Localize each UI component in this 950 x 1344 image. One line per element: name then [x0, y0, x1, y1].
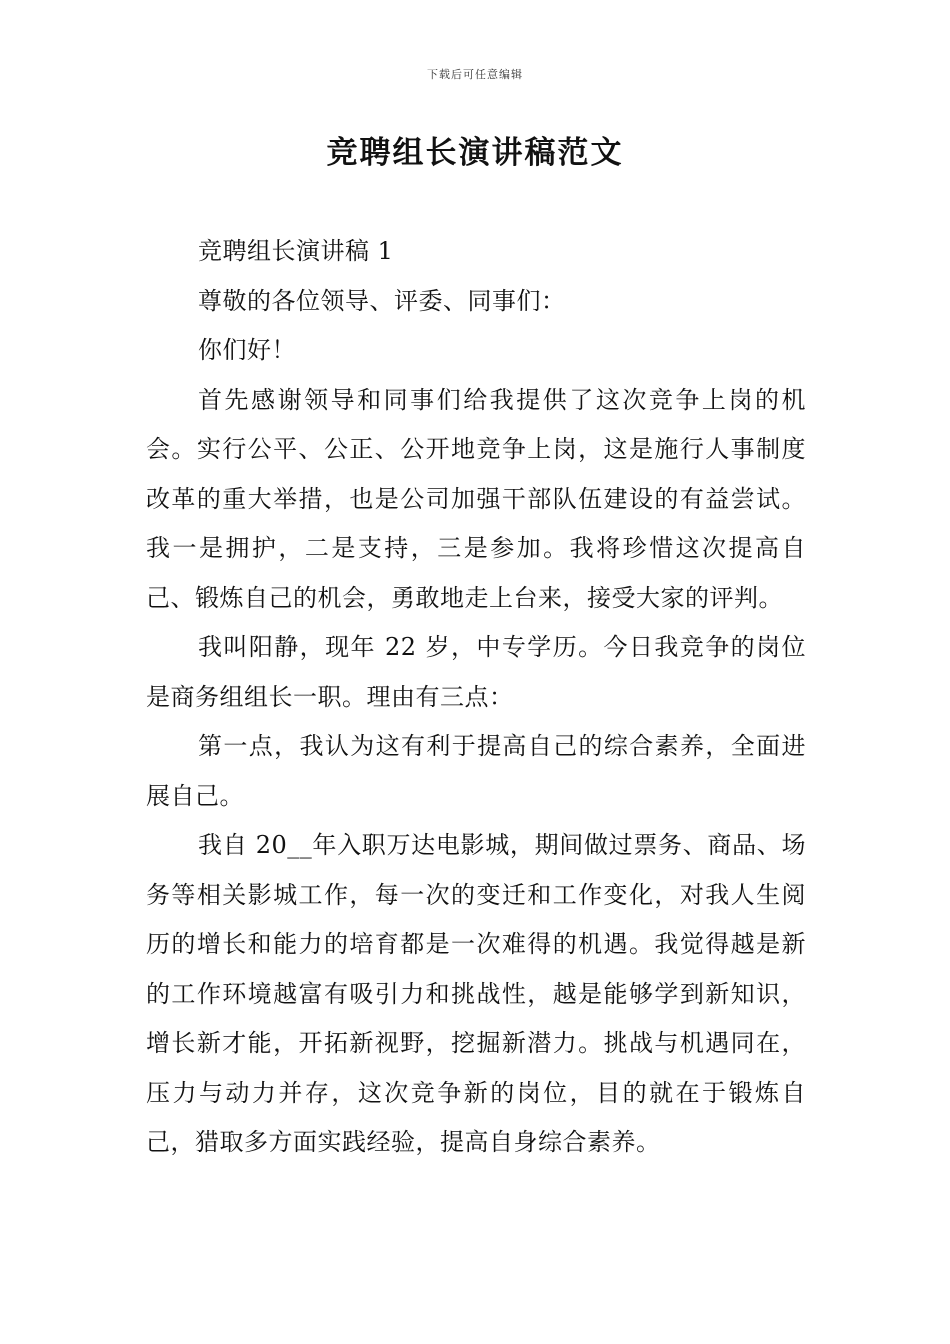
header-note: 下载后可任意编辑 — [427, 68, 523, 81]
document-title: 竞聘组长演讲稿范文 — [326, 135, 624, 171]
document-body — [146, 227, 806, 1168]
paragraph-point-one: 第一点，我认为这有利于提高自己的综合素养，全面进展自己。 — [146, 732, 806, 810]
paragraph-thanks: 首先感谢领导和同事们给我提供了这次竞争上岗的机会。实行公平、公正、公开地竞争上岗，这是施行人事制度改革的重大举措，也是公司加强干部队伍建设的有益尝试。我一是拥护，二是支持，三是参加。我将珍惜这次提高自己、锻炼自己的机会，勇敢地走上台来，接受大家的评判。 — [146, 385, 806, 612]
paragraph-subtitle: 竞聘组长演讲稿 1 — [198, 237, 394, 265]
paragraph-salutation: 尊敬的各位领导、评委、同事们： — [198, 286, 566, 315]
paragraph-greeting: 你们好！ — [198, 336, 296, 364]
paragraph-introduction: 我叫阳静，现年 22 岁，中专学历。今日我竞争的岗位是商务组组长一职。理由有三点： — [146, 633, 806, 711]
paragraph-experience: 我自 20__年入职万达电影城，期间做过票务、商品、场务等相关影城工作，每一次的变迁和工作变化，对我人生阅历的增长和能力的培育都是一次难得的机遇。我觉得越是新的工作环境越富有吸引力和挑战性，越是能够学到新知识，增长新才能，开拓新视野，挖掘新潜力。挑战与机遇同在，压力与动力并存，这次竞争新的岗位，目的就在于锻炼自己，猎取多方面实践经验，提高自身综合素养。 — [146, 831, 806, 1156]
